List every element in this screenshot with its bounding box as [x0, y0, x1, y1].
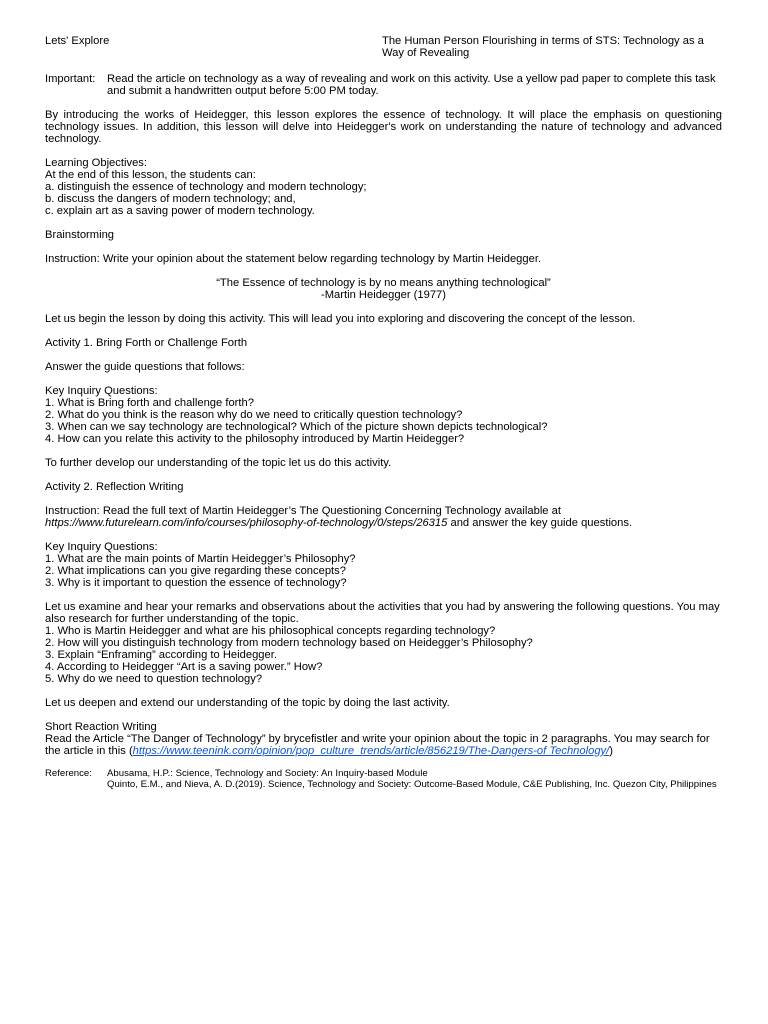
short-reaction-section — [45, 721, 722, 757]
activity2-questions — [45, 541, 722, 589]
activity2-instruction — [45, 505, 722, 529]
question-item: 3. Explain “Enframing” according to Heidegger. — [45, 649, 277, 661]
reference-item: Quinto, E.M., and Nieva, A. D.(2019). Science, Technology and Society: Outcome-Based Module, C&E Publishing, Inc. Quezon City, Philippines — [107, 778, 717, 790]
examine-section — [45, 601, 722, 685]
question-item: 2. How will you distinguish technology from modern technology based on Heidegger’s Philosophy? — [45, 637, 533, 649]
question-item: 3. When can we say technology are technological? Which of the picture shown depicts technological? — [45, 421, 548, 433]
activity2-instruction-suffix: and answer the key guide questions. — [447, 517, 633, 529]
questions-heading: Key Inquiry Questions: — [45, 541, 158, 553]
teenink-article-link[interactable]: https://www.teenink.com/opinion/pop_culture_trends/article/856219/The-Dangers-of Technology/ — [132, 745, 610, 757]
activity1-questions — [45, 385, 722, 445]
question-item: 1. What is Bring forth and challenge forth? — [45, 397, 254, 409]
short-reaction-title: Short Reaction Writing — [45, 721, 157, 733]
question-item: 5. Why do we need to question technology? — [45, 673, 263, 685]
futurelearn-url: https://www.futurelearn.com/info/courses/philosophy-of-technology/0/steps/26315 — [45, 517, 448, 529]
objectives-lead: At the end of this lesson, the students can: — [45, 169, 256, 181]
activity1-instruction: Answer the guide questions that follows: — [45, 361, 245, 373]
learning-objectives — [45, 157, 722, 217]
question-item: 1. What are the main points of Martin Heidegger’s Philosophy? — [45, 553, 356, 565]
important-label: Important: — [45, 73, 96, 85]
question-item: 4. According to Heidegger “Art is a saving power.” How? — [45, 661, 323, 673]
reference-label: Reference: — [45, 768, 92, 779]
heidegger-quote — [45, 277, 722, 301]
brainstorming-instruction: Instruction: Write your opinion about the statement below regarding technology by Martin Heidegger. — [45, 253, 542, 265]
deepen-paragraph: Let us deepen and extend our understanding of the topic by doing the last activity. — [45, 697, 450, 709]
short-reaction-text — [45, 733, 722, 757]
important-text: Read the article on technology as a way of revealing and work on this activity. Use a yellow pad paper to complete this task and submit a handwritten output before 5:00 PM today. — [107, 73, 716, 97]
examine-text: Let us examine and hear your remarks and observations about the activities that you had by answering the following questions. You may also research for further understanding of the topic. — [45, 601, 720, 625]
important-note — [45, 73, 722, 97]
header-lesson-title: The Human Person Flourishing in terms of STS: Technology as a Way of Revealing — [382, 35, 704, 59]
reference-section — [45, 769, 722, 790]
questions-heading: Key Inquiry Questions: — [45, 385, 158, 397]
question-item: 3. Why is it important to question the essence of technology? — [45, 577, 347, 589]
objectives-heading: Learning Objectives: — [45, 157, 147, 169]
objective-item: c. explain art as a saving power of modern technology. — [45, 205, 315, 217]
header-section-label: Lets' Explore — [45, 35, 110, 47]
activity2-instruction-text: Instruction: Read the full text of Martin Heidegger’s The Questioning Concerning Technology available at — [45, 505, 561, 517]
brainstorming-heading: Brainstorming — [45, 229, 115, 241]
further-paragraph: To further develop our understanding of the topic let us do this activity. — [45, 457, 392, 469]
intro-paragraph: By introducing the works of Heidegger, this lesson explores the essence of technology. It will place the emphasis on questioning technology issues. In addition, this lesson will delve into Heidegger's work on understanding the nature of technology and advanced technology. — [45, 109, 722, 145]
question-item: 2. What implications can you give regarding these concepts? — [45, 565, 346, 577]
reference-item: Abusama, H.P.: Science, Technology and Society: An Inquiry-based Module — [107, 768, 428, 779]
activity1-title: Activity 1. Bring Forth or Challenge Forth — [45, 337, 248, 349]
question-item: 2. What do you think is the reason why do we need to critically question technology? — [45, 409, 463, 421]
quote-attribution: -Martin Heidegger (1977) — [321, 289, 446, 301]
activity2-title: Activity 2. Reflection Writing — [45, 481, 184, 493]
document-header — [45, 35, 722, 61]
short-reaction-suffix: ) — [609, 745, 613, 757]
reference-list — [107, 769, 722, 790]
begin-paragraph: Let us begin the lesson by doing this activity. This will lead you into exploring and discovering the concept of the lesson. — [45, 313, 636, 325]
question-item: 4. How can you relate this activity to the philosophy introduced by Martin Heidegger? — [45, 433, 465, 445]
quote-text: “The Essence of technology is by no means anything technological” — [216, 277, 551, 289]
document-page — [45, 35, 722, 790]
objective-item: a. distinguish the essence of technology and modern technology; — [45, 181, 367, 193]
short-reaction-instruction: Read the Article “The Danger of Technology” by brycefistler and write your opinion about the topic in 2 paragraphs. You may search for the article in this ( — [45, 733, 710, 757]
objective-item: b. discuss the dangers of modern technology; and, — [45, 193, 296, 205]
question-item: 1. Who is Martin Heidegger and what are his philosophical concepts regarding technology? — [45, 625, 496, 637]
